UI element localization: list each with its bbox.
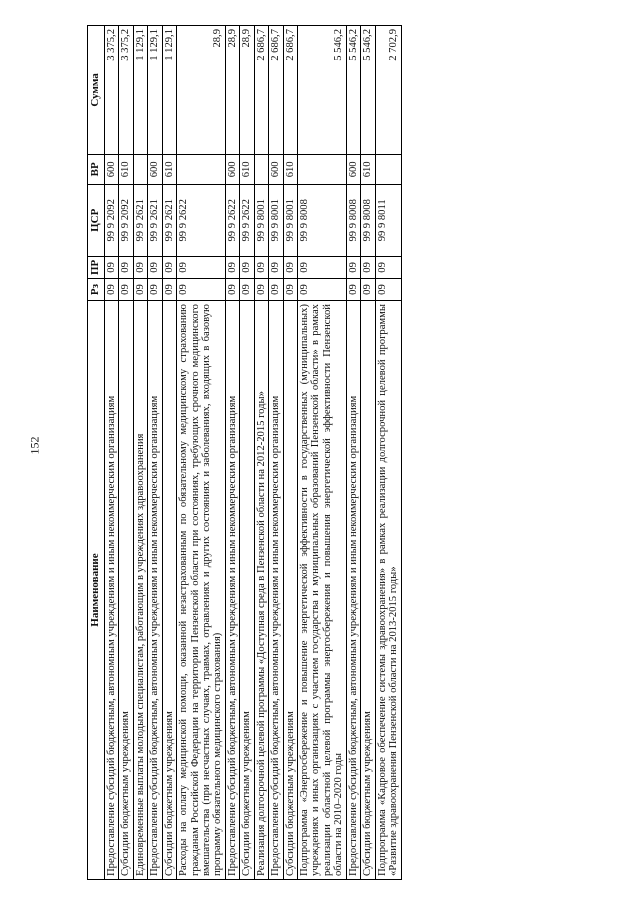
cell-pr: 09: [375, 256, 401, 278]
table-header-row: [88, 26, 105, 880]
cell-sum: 2 702,9: [375, 26, 401, 155]
cell-csr: 99 9 8008: [298, 184, 347, 256]
table-row: [375, 26, 401, 880]
cell-rz: 09: [375, 279, 401, 301]
table-row: [298, 26, 347, 880]
cell-csr: 99 9 8008: [346, 184, 360, 256]
cell-pr: 09: [119, 256, 133, 278]
cell-csr: 99 9 8001: [254, 184, 268, 256]
cell-rz: 09: [240, 279, 254, 301]
header-sum: Сумма: [88, 26, 105, 155]
cell-pr: 09: [225, 256, 239, 278]
cell-pr: 09: [254, 256, 268, 278]
cell-rz: 09: [133, 279, 147, 301]
cell-rz: 09: [361, 279, 375, 301]
cell-csr: 99 9 2622: [240, 184, 254, 256]
cell-csr: 99 9 2621: [148, 184, 162, 256]
cell-csr: 99 9 2622: [177, 184, 226, 256]
header-name: Наименование: [88, 301, 105, 880]
table-row: [269, 26, 283, 880]
table-row: [346, 26, 360, 880]
cell-name: Предоставление субсидий бюджетным, автономным учреждениям и иным некоммерческим организациям: [104, 301, 118, 880]
cell-rz: 09: [104, 279, 118, 301]
cell-vr: 610: [283, 154, 297, 184]
cell-name: Субсидии бюджетным учреждениям: [119, 301, 133, 880]
cell-sum: 28,9: [177, 26, 226, 155]
cell-pr: 09: [177, 256, 226, 278]
cell-name: Предоставление субсидий бюджетным, автономным учреждениям и иным некоммерческим организациям: [269, 301, 283, 880]
cell-rz: 09: [225, 279, 239, 301]
table-row: [283, 26, 297, 880]
cell-name: Субсидии бюджетным учреждениям: [283, 301, 297, 880]
cell-rz: 09: [162, 279, 176, 301]
budget-table: [87, 25, 402, 880]
header-vr: ВР: [88, 154, 105, 184]
cell-pr: 09: [162, 256, 176, 278]
cell-sum: 28,9: [240, 26, 254, 155]
cell-name: Субсидии бюджетным учреждениям: [240, 301, 254, 880]
cell-csr: 99 9 8008: [361, 184, 375, 256]
cell-csr: 99 9 2621: [133, 184, 147, 256]
cell-name: Реализация долгосрочной целевой программы «Доступная среда в Пензенской области на 2012-2015 годы»: [254, 301, 268, 880]
header-pr: ПР: [88, 256, 105, 278]
cell-vr: 600: [346, 154, 360, 184]
cell-rz: 09: [177, 279, 226, 301]
cell-sum: 2 686,7: [269, 26, 283, 155]
cell-vr: [254, 154, 268, 184]
cell-sum: 3 375,2: [119, 26, 133, 155]
header-csr: ЦСР: [88, 184, 105, 256]
cell-vr: 610: [240, 154, 254, 184]
cell-vr: [177, 154, 226, 184]
cell-rz: 09: [298, 279, 347, 301]
cell-vr: 600: [148, 154, 162, 184]
table-row: [225, 26, 239, 880]
cell-csr: 99 9 2622: [225, 184, 239, 256]
cell-sum: 28,9: [225, 26, 239, 155]
cell-rz: 09: [254, 279, 268, 301]
table-row: [240, 26, 254, 880]
cell-rz: 09: [269, 279, 283, 301]
cell-vr: 610: [162, 154, 176, 184]
cell-rz: 09: [283, 279, 297, 301]
table-row: [148, 26, 162, 880]
cell-vr: [375, 154, 401, 184]
table-row: [119, 26, 133, 880]
cell-pr: 09: [269, 256, 283, 278]
table-row: [177, 26, 226, 880]
cell-name: Субсидии бюджетным учреждениям: [361, 301, 375, 880]
cell-sum: 1 129,1: [148, 26, 162, 155]
cell-rz: 09: [148, 279, 162, 301]
cell-pr: 09: [346, 256, 360, 278]
table-row: [361, 26, 375, 880]
cell-sum: 5 546,2: [346, 26, 360, 155]
cell-csr: 99 9 8001: [283, 184, 297, 256]
cell-pr: 09: [133, 256, 147, 278]
cell-pr: 09: [298, 256, 347, 278]
cell-csr: 99 9 8011: [375, 184, 401, 256]
cell-sum: 5 546,2: [298, 26, 347, 155]
cell-sum: 1 129,1: [162, 26, 176, 155]
cell-name: Расходы на оплату медицинской помощи, оказанной незастрахованным по обязательному медицинскому страхованию гражданам Российской Федерации на территории Пензенской области при состояниях, требующих срочного медицинского вмешательства (при несчастных случаях, травмах, отравлениях и других состояниях и заболеваниях, входящих в базовую программу обязательного медицинского страхования): [177, 301, 226, 880]
cell-name: Подпрограмма «Энергосбережение и повышение энергетической эффективности в государственных (муниципальных) учреждениях и иных организациях с участием государства и муниципальных образований Пензенской области» в рамках реализации областной целевой программы энергосбережения и повышения энергетической эффективности Пензенской области на 2010–2020 годы: [298, 301, 347, 880]
cell-name: Субсидии бюджетным учреждениям: [162, 301, 176, 880]
cell-csr: 99 9 2621: [162, 184, 176, 256]
cell-name: Единовременные выплаты молодым специалистам, работающим в учреждениях здравоохранения: [133, 301, 147, 880]
cell-sum: 2 686,7: [254, 26, 268, 155]
cell-vr: 610: [361, 154, 375, 184]
cell-vr: 600: [104, 154, 118, 184]
cell-vr: [298, 154, 347, 184]
cell-rz: 09: [119, 279, 133, 301]
cell-vr: 610: [119, 154, 133, 184]
cell-csr: 99 9 2092: [104, 184, 118, 256]
table-row: [133, 26, 147, 880]
cell-pr: 09: [104, 256, 118, 278]
cell-sum: 5 546,2: [361, 26, 375, 155]
cell-sum: 3 375,2: [104, 26, 118, 155]
cell-sum: 2 686,7: [283, 26, 297, 155]
cell-pr: 09: [148, 256, 162, 278]
cell-name: Предоставление субсидий бюджетным, автономным учреждениям и иным некоммерческим организациям: [225, 301, 239, 880]
cell-name: Подпрограмма «Кадровое обеспечение системы здравоохранения» в рамках реализации долгосрочной целевой программы «Развитие здравоохранения Пензенской области на 2013-2015 годы»: [375, 301, 401, 880]
cell-vr: 600: [269, 154, 283, 184]
cell-pr: 09: [240, 256, 254, 278]
table-row: [104, 26, 118, 880]
cell-pr: 09: [283, 256, 297, 278]
table-row: [162, 26, 176, 880]
cell-rz: 09: [346, 279, 360, 301]
cell-pr: 09: [361, 256, 375, 278]
cell-csr: 99 9 2092: [119, 184, 133, 256]
cell-csr: 99 9 8001: [269, 184, 283, 256]
table-row: [254, 26, 268, 880]
cell-name: Предоставление субсидий бюджетным, автономным учреждениям и иным некоммерческим организациям: [148, 301, 162, 880]
cell-sum: 1 129,1: [133, 26, 147, 155]
cell-name: Предоставление субсидий бюджетным, автономным учреждениям и иным некоммерческим организациям: [346, 301, 360, 880]
page-number: 152: [27, 436, 42, 455]
cell-vr: [133, 154, 147, 184]
rotated-page: [87, 25, 547, 880]
header-rz: Рз: [88, 279, 105, 301]
cell-vr: 600: [225, 154, 239, 184]
